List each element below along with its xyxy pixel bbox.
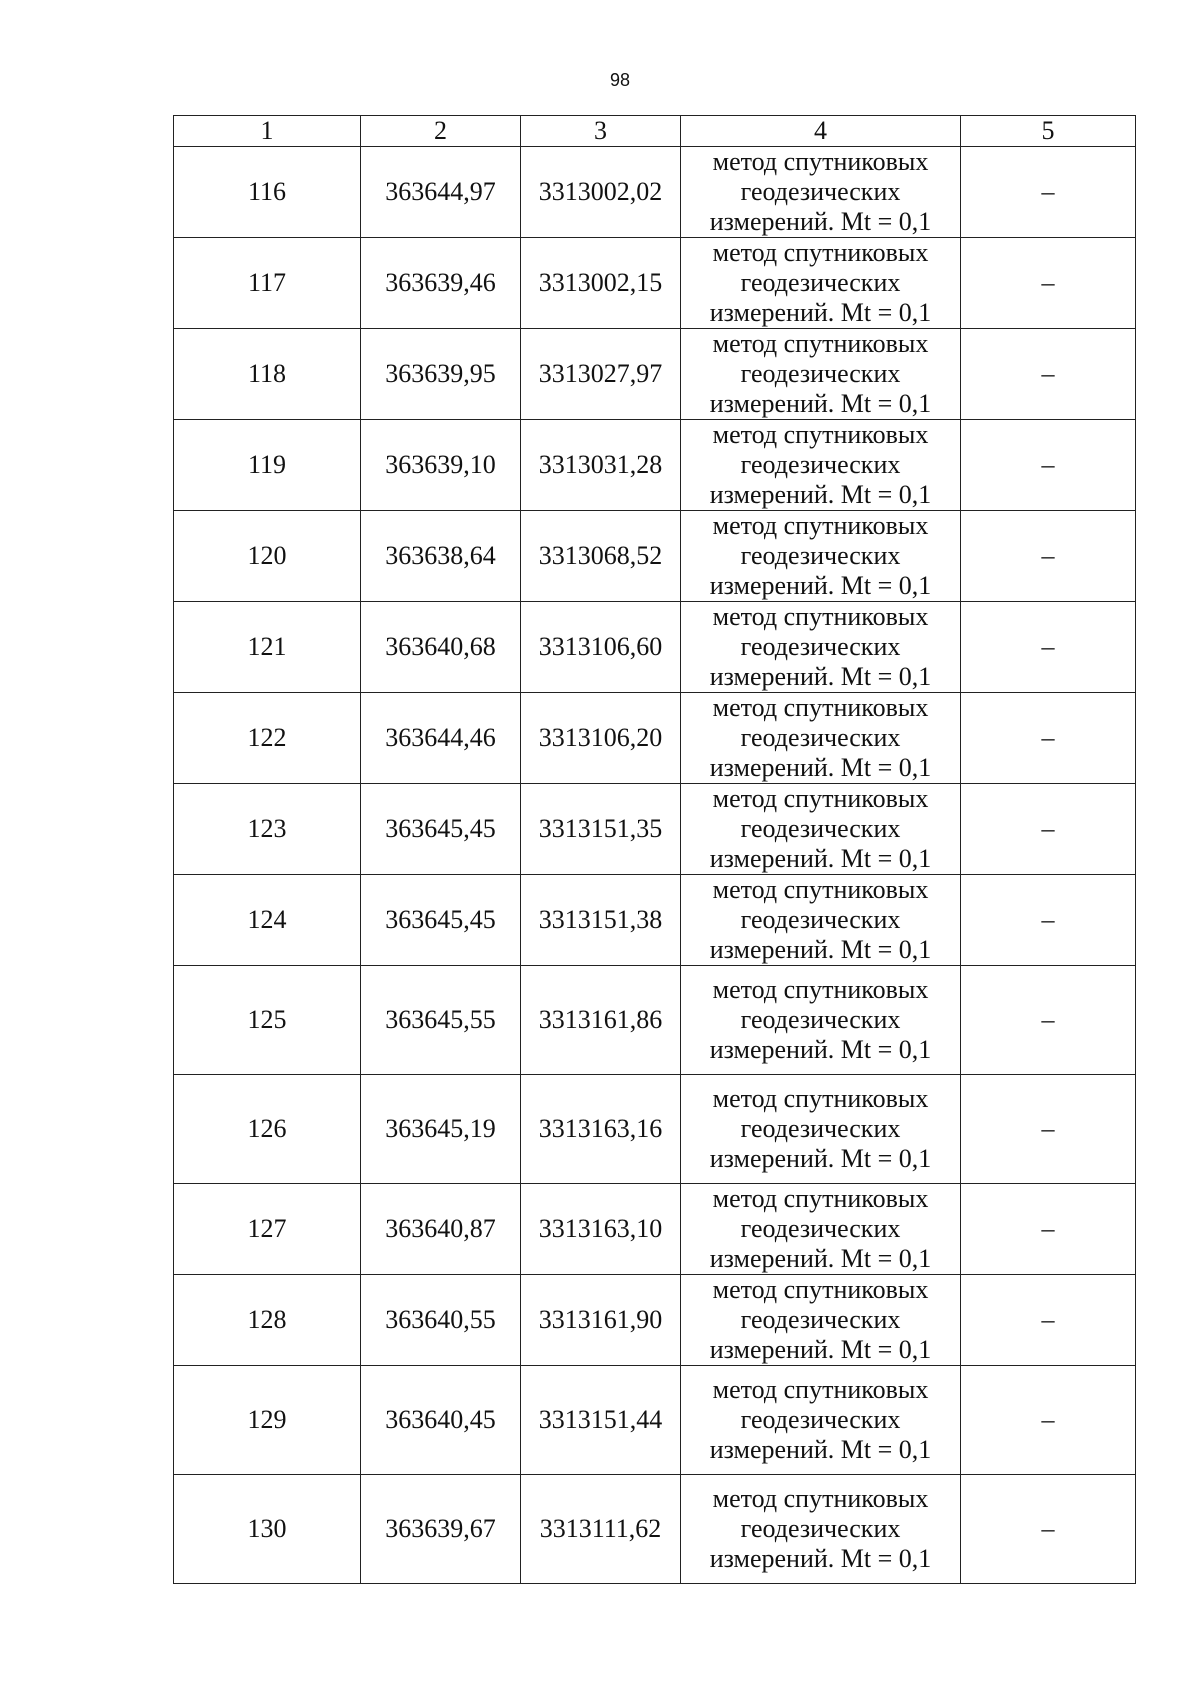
x-coordinate-cell: 363638,64 — [361, 511, 521, 602]
method-line: измерений. Mt = 0,1 — [709, 1435, 932, 1464]
method-line: геодезических — [740, 1214, 901, 1243]
note-cell: – — [961, 147, 1136, 238]
table-row — [174, 329, 1136, 420]
method-line: метод спутниковых — [712, 1184, 929, 1213]
point-number-cell: 121 — [174, 602, 361, 693]
coordinates-table — [173, 115, 1136, 1584]
y-coordinate-cell: 3313161,86 — [521, 966, 681, 1075]
x-coordinate-cell: 363644,97 — [361, 147, 521, 238]
point-number-cell: 118 — [174, 329, 361, 420]
x-coordinate-cell: 363645,45 — [361, 784, 521, 875]
method-line: измерений. Mt = 0,1 — [709, 571, 932, 600]
y-coordinate-cell: 3313163,10 — [521, 1184, 681, 1275]
note-cell: – — [961, 966, 1136, 1075]
table-row — [174, 693, 1136, 784]
method-cell — [681, 420, 961, 511]
y-coordinate-cell: 3313161,90 — [521, 1275, 681, 1366]
method-line: метод спутниковых — [712, 1275, 929, 1304]
method-line: метод спутниковых — [712, 1484, 929, 1513]
table-row — [174, 511, 1136, 602]
method-line: геодезических — [740, 814, 901, 843]
table-row — [174, 1475, 1136, 1584]
x-coordinate-cell: 363645,55 — [361, 966, 521, 1075]
point-number-cell: 117 — [174, 238, 361, 329]
column-header-2: 2 — [361, 116, 521, 147]
y-coordinate-cell: 3313068,52 — [521, 511, 681, 602]
table-row — [174, 602, 1136, 693]
method-cell — [681, 238, 961, 329]
y-coordinate-cell: 3313002,02 — [521, 147, 681, 238]
note-cell: – — [961, 511, 1136, 602]
x-coordinate-cell: 363645,45 — [361, 875, 521, 966]
x-coordinate-cell: 363644,46 — [361, 693, 521, 784]
x-coordinate-cell: 363640,45 — [361, 1366, 521, 1475]
method-line: метод спутниковых — [712, 1084, 929, 1113]
method-cell — [681, 966, 961, 1075]
method-line: измерений. Mt = 0,1 — [709, 844, 932, 873]
method-line: метод спутниковых — [712, 238, 929, 267]
method-line: геодезических — [740, 632, 901, 661]
method-line: геодезических — [740, 177, 901, 206]
column-header-3: 3 — [521, 116, 681, 147]
method-cell — [681, 511, 961, 602]
method-line: метод спутниковых — [712, 329, 929, 358]
note-cell: – — [961, 602, 1136, 693]
y-coordinate-cell: 3313031,28 — [521, 420, 681, 511]
method-line: геодезических — [740, 541, 901, 570]
method-line: метод спутниковых — [712, 693, 929, 722]
x-coordinate-cell: 363640,87 — [361, 1184, 521, 1275]
point-number-cell: 119 — [174, 420, 361, 511]
method-line: метод спутниковых — [712, 784, 929, 813]
method-line: метод спутниковых — [712, 1375, 929, 1404]
method-line: измерений. Mt = 0,1 — [709, 1335, 932, 1364]
method-cell — [681, 693, 961, 784]
note-cell: – — [961, 784, 1136, 875]
table-row — [174, 1366, 1136, 1475]
method-line: геодезических — [740, 268, 901, 297]
x-coordinate-cell: 363639,46 — [361, 238, 521, 329]
note-cell: – — [961, 1475, 1136, 1584]
table-row — [174, 1275, 1136, 1366]
note-cell: – — [961, 693, 1136, 784]
method-line: геодезических — [740, 1005, 901, 1034]
point-number-cell: 129 — [174, 1366, 361, 1475]
point-number-cell: 120 — [174, 511, 361, 602]
method-line: геодезических — [740, 450, 901, 479]
x-coordinate-cell: 363639,67 — [361, 1475, 521, 1584]
table-header-row — [174, 116, 1136, 147]
table-row — [174, 1184, 1136, 1275]
method-line: метод спутниковых — [712, 975, 929, 1004]
method-cell — [681, 602, 961, 693]
method-line: геодезических — [740, 1514, 901, 1543]
x-coordinate-cell: 363640,55 — [361, 1275, 521, 1366]
method-line: метод спутниковых — [712, 420, 929, 449]
method-line: измерений. Mt = 0,1 — [709, 298, 932, 327]
point-number-cell: 125 — [174, 966, 361, 1075]
method-line: геодезических — [740, 905, 901, 934]
y-coordinate-cell: 3313106,60 — [521, 602, 681, 693]
x-coordinate-cell: 363640,68 — [361, 602, 521, 693]
point-number-cell: 122 — [174, 693, 361, 784]
method-cell — [681, 875, 961, 966]
point-number-cell: 126 — [174, 1075, 361, 1184]
note-cell: – — [961, 420, 1136, 511]
y-coordinate-cell: 3313151,38 — [521, 875, 681, 966]
column-header-5: 5 — [961, 116, 1136, 147]
method-line: измерений. Mt = 0,1 — [709, 662, 932, 691]
note-cell: – — [961, 238, 1136, 329]
method-line: измерений. Mt = 0,1 — [709, 1144, 932, 1173]
table-row — [174, 966, 1136, 1075]
method-line: измерений. Mt = 0,1 — [709, 935, 932, 964]
method-line: измерений. Mt = 0,1 — [709, 207, 932, 236]
table-row — [174, 420, 1136, 511]
note-cell: – — [961, 1275, 1136, 1366]
method-line: геодезических — [740, 359, 901, 388]
table-row — [174, 875, 1136, 966]
point-number-cell: 123 — [174, 784, 361, 875]
method-line: измерений. Mt = 0,1 — [709, 753, 932, 782]
point-number-cell: 130 — [174, 1475, 361, 1584]
method-line: геодезических — [740, 1305, 901, 1334]
page-number: 98 — [609, 70, 631, 90]
x-coordinate-cell: 363639,95 — [361, 329, 521, 420]
point-number-cell: 127 — [174, 1184, 361, 1275]
method-line: измерений. Mt = 0,1 — [709, 1035, 932, 1064]
method-cell — [681, 1184, 961, 1275]
column-header-4: 4 — [681, 116, 961, 147]
point-number-cell: 128 — [174, 1275, 361, 1366]
y-coordinate-cell: 3313106,20 — [521, 693, 681, 784]
method-line: измерений. Mt = 0,1 — [709, 1244, 932, 1273]
method-line: геодезических — [740, 723, 901, 752]
method-line: метод спутниковых — [712, 147, 929, 176]
note-cell: – — [961, 1184, 1136, 1275]
x-coordinate-cell: 363639,10 — [361, 420, 521, 511]
table-row — [174, 1075, 1136, 1184]
y-coordinate-cell: 3313111,62 — [521, 1475, 681, 1584]
x-coordinate-cell: 363645,19 — [361, 1075, 521, 1184]
method-cell — [681, 784, 961, 875]
method-cell — [681, 1275, 961, 1366]
method-line: измерений. Mt = 0,1 — [709, 389, 932, 418]
method-cell — [681, 1475, 961, 1584]
point-number-cell: 124 — [174, 875, 361, 966]
method-line: метод спутниковых — [712, 602, 929, 631]
y-coordinate-cell: 3313027,97 — [521, 329, 681, 420]
method-line: геодезических — [740, 1405, 901, 1434]
method-cell — [681, 329, 961, 420]
method-cell — [681, 1075, 961, 1184]
method-line: метод спутниковых — [712, 875, 929, 904]
table-row — [174, 147, 1136, 238]
y-coordinate-cell: 3313002,15 — [521, 238, 681, 329]
y-coordinate-cell: 3313163,16 — [521, 1075, 681, 1184]
y-coordinate-cell: 3313151,35 — [521, 784, 681, 875]
method-line: метод спутниковых — [712, 511, 929, 540]
method-line: измерений. Mt = 0,1 — [709, 1544, 932, 1573]
method-cell — [681, 1366, 961, 1475]
y-coordinate-cell: 3313151,44 — [521, 1366, 681, 1475]
table-row — [174, 238, 1136, 329]
note-cell: – — [961, 329, 1136, 420]
note-cell: – — [961, 1075, 1136, 1184]
column-header-1: 1 — [174, 116, 361, 147]
note-cell: – — [961, 1366, 1136, 1475]
note-cell: – — [961, 875, 1136, 966]
table-row — [174, 784, 1136, 875]
method-line: геодезических — [740, 1114, 901, 1143]
point-number-cell: 116 — [174, 147, 361, 238]
method-line: измерений. Mt = 0,1 — [709, 480, 932, 509]
method-cell — [681, 147, 961, 238]
